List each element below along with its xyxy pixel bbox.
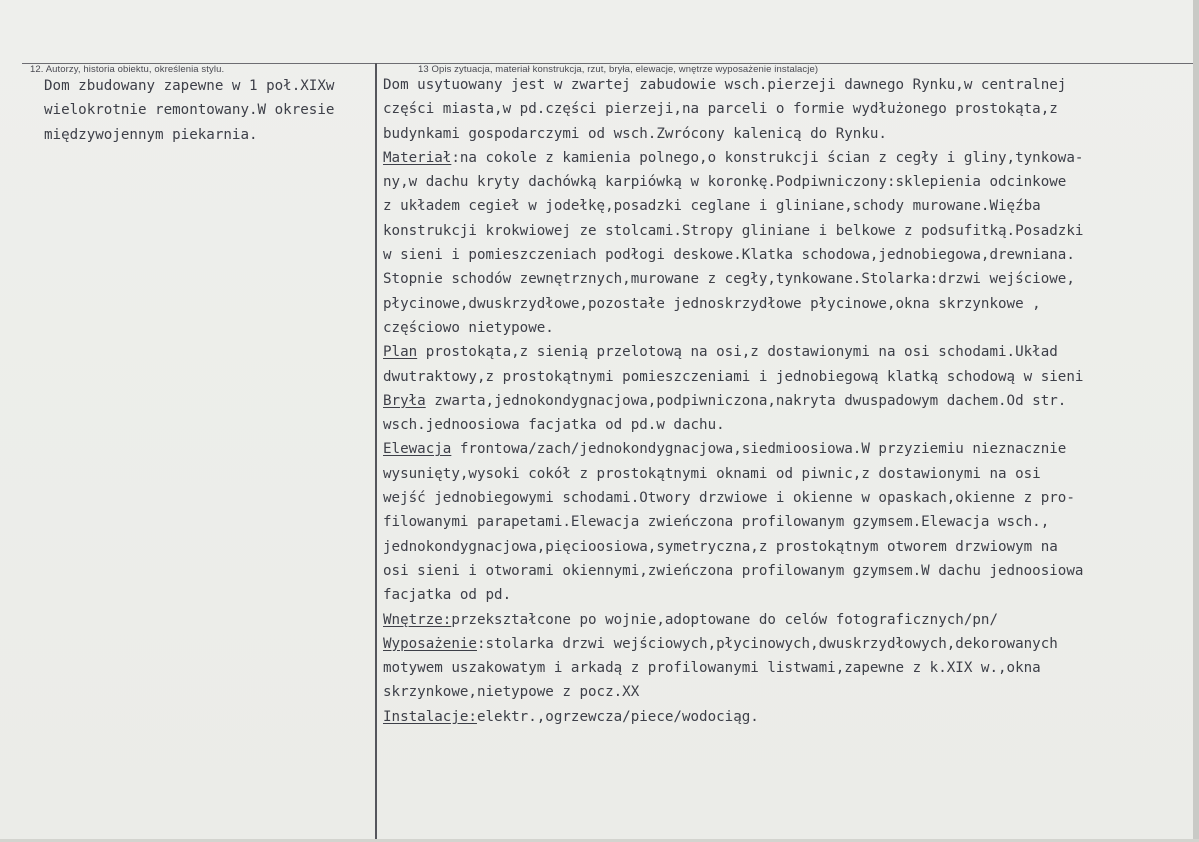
description-text: motywem uszakowatym i arkadą z profilowanymi listwami,zapewne z k.XIX w.,okna bbox=[383, 660, 1041, 677]
description-text: Stopnie schodów zewnętrznych,murowane z cegły,tynkowane.Stolarka:drzwi wejściowe, bbox=[383, 271, 1075, 288]
description-text: elektr.,ogrzewcza/piece/wodociąg. bbox=[476, 708, 759, 725]
description-text: wsch.jednoosiowa facjatka od pd.w dachu. bbox=[383, 417, 725, 434]
description-text: wejść jednobiegowymi schodami.Otwory drzwiowe i okienne w opaskach,okienne z pro- bbox=[383, 490, 1075, 507]
description-line bbox=[383, 340, 1195, 364]
page-edge bbox=[1193, 0, 1199, 842]
description-text: osi sieni i otworami okiennymi,zwieńczona profilowanym gzymsem.W dachu jednoosiowa bbox=[383, 562, 1084, 579]
description-text: dwutraktowy,z prostokątnymi pomieszczeniami i jednobiegową klatką schodową w sieni bbox=[383, 368, 1084, 385]
description-text: wysunięty,wysoki cokół z prostokątnymi oknami od piwnic,z dostawionymi na osi bbox=[383, 465, 1041, 482]
description-line bbox=[383, 389, 1195, 413]
description-text: przekształcone po wojnie,adoptowane do celów fotograficznych/pn/ bbox=[451, 611, 999, 628]
description-line bbox=[383, 170, 1195, 194]
description-line bbox=[383, 462, 1195, 486]
section-label: Elewacja bbox=[383, 441, 452, 458]
section-label: Materiał bbox=[383, 149, 452, 166]
description-text: frontowa/zach/jednokondygnacjowa,siedmioosiowa.W przyziemiu nieznacznie bbox=[451, 441, 1067, 458]
history-line: międzywojennym piekarnia. bbox=[44, 126, 258, 143]
section-12-heading: 12. Autorzy, historia obiektu, określenia stylu. bbox=[30, 64, 225, 75]
description-text: z układem cegieł w jodełkę,posadzki ceglane i gliniane,schody murowane.Więźba bbox=[383, 198, 1041, 215]
section-label: Wyposażenie bbox=[383, 635, 477, 652]
description-line bbox=[383, 365, 1195, 389]
description-text: :stolarka drzwi wejściowych,płycinowych,dwuskrzydłowych,dekorowanych bbox=[476, 635, 1058, 652]
description-text: facjatka od pd. bbox=[383, 587, 512, 604]
description-text: konstrukcji krokwiowej ze stolcami.Stropy gliniane i belkowe z podsufitką.Posadzki bbox=[383, 222, 1084, 239]
description-line bbox=[383, 632, 1195, 656]
description-text: zwarta,jednokondygnacjowa,podpiwniczona,nakryta dwuspadowym dachem.Od str. bbox=[425, 392, 1067, 409]
description-text: prostokąta,z sienią przelotową na osi,z dostawionymi na osi schodami.Układ bbox=[417, 344, 1058, 361]
description-text: :na cokole z kamienia polnego,o konstrukcji ścian z cegły i gliny,tynkowa- bbox=[451, 149, 1084, 166]
section-label: Plan bbox=[383, 344, 418, 361]
description-line bbox=[383, 413, 1195, 437]
history-line: Dom zbudowany zapewne w 1 poł.XIXw bbox=[44, 78, 335, 94]
description-column bbox=[383, 73, 1195, 729]
description-text: części miasta,w pd.części pierzeji,na parceli o formie wydłużonego prostokąta,z bbox=[383, 101, 1058, 118]
description-line bbox=[383, 146, 1195, 170]
description-line bbox=[383, 194, 1195, 218]
description-line bbox=[383, 219, 1195, 243]
description-text: budynkami gospodarczymi od wsch.Zwrócony kalenicą do Rynku. bbox=[383, 125, 887, 142]
description-line bbox=[383, 316, 1195, 340]
description-text: płycinowe,dwuskrzydłowe,pozostałe jednoskrzydłowe płycinowe,okna skrzynkowe , bbox=[383, 295, 1041, 312]
description-text: skrzynkowe,nietypowe z pocz.XX bbox=[383, 684, 640, 701]
history-column bbox=[44, 74, 376, 147]
section-label: Instalacje: bbox=[383, 708, 477, 725]
description-text: Dom usytuowany jest w zwartej zabudowie wsch.pierzeji dawnego Rynku,w centralnej bbox=[383, 77, 1067, 93]
description-line bbox=[383, 73, 1195, 97]
description-text: częściowo nietypowe. bbox=[383, 319, 554, 336]
description-line bbox=[383, 267, 1195, 291]
description-text: jednokondygnacjowa,pięcioosiowa,symetryczna,z prostokątnym otworem drzwiowym na bbox=[383, 538, 1058, 555]
description-line bbox=[383, 705, 1195, 729]
section-13-heading: 13 Opis zytuacja, materiał konstrukcja, rzut, bryła, elewacje, wnętrze wyposażenie instalacje) bbox=[418, 64, 819, 75]
description-line bbox=[383, 122, 1195, 146]
description-line bbox=[383, 486, 1195, 510]
description-text: ny,w dachu kryty dachówką karpiówką w koronkę.Podpiwniczony:sklepienia odcinkowe bbox=[383, 174, 1067, 191]
description-line bbox=[383, 680, 1195, 704]
description-line bbox=[383, 97, 1195, 121]
description-line bbox=[383, 437, 1195, 461]
description-line bbox=[383, 243, 1195, 267]
description-line bbox=[383, 535, 1195, 559]
history-line: wielokrotnie remontowany.W okresie bbox=[44, 102, 335, 119]
description-line bbox=[383, 583, 1195, 607]
column-divider bbox=[375, 63, 377, 842]
description-text: filowanymi parapetami.Elewacja zwieńczona profilowanym gzymsem.Elewacja wsch., bbox=[383, 514, 1050, 531]
description-line bbox=[383, 656, 1195, 680]
description-line bbox=[383, 559, 1195, 583]
section-label: Bryła bbox=[383, 392, 426, 409]
description-line bbox=[383, 608, 1195, 632]
description-text: w sieni i pomieszczeniach podłogi deskowe.Klatka schodowa,jednobiegowa,drewniana. bbox=[383, 247, 1075, 264]
section-label: Wnętrze: bbox=[383, 611, 452, 628]
description-line bbox=[383, 510, 1195, 534]
description-line bbox=[383, 292, 1195, 316]
